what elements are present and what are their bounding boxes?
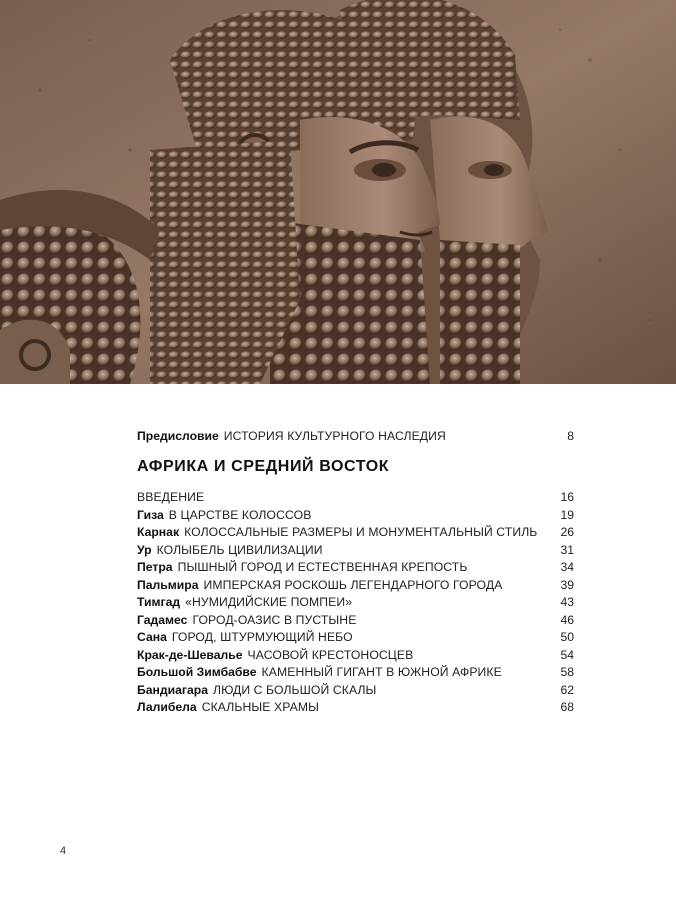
toc-entry[interactable] (137, 681, 578, 699)
entry-name: Сана (137, 630, 167, 644)
entry-name: Гадамес (137, 612, 188, 627)
entry-name: Карнак (137, 525, 180, 539)
entry-name: Ур (137, 542, 152, 557)
toc-entry[interactable] (137, 698, 578, 716)
entry-title: ГОРОД-ОАЗИС В ПУСТЫНЕ (192, 612, 357, 627)
entry-title: ИМПЕРСКАЯ РОСКОШЬ ЛЕГЕНДАРНОГО ГОРОДА (203, 577, 503, 592)
toc-entry[interactable] (137, 663, 578, 681)
toc-entry-foreword[interactable] (137, 427, 578, 445)
page-number: 4 (60, 845, 67, 857)
entry-title: КОЛОССАЛЬНЫЕ РАЗМЕРЫ И МОНУМЕНТАЛЬНЫЙ СТИЛЬ (184, 525, 538, 539)
section-heading: АФРИКА И СРЕДНИЙ ВОСТОК (137, 458, 390, 475)
entry-title: ГОРОД, ШТУРМУЮЩИЙ НЕБО (171, 630, 353, 644)
toc-entry[interactable] (137, 488, 578, 506)
entry-name: Петра (137, 560, 173, 574)
entry-name: Лалибела (137, 700, 197, 714)
toc-entry[interactable] (137, 558, 578, 576)
entry-page-number: 39 (560, 577, 574, 592)
entry-page-number: 43 (560, 595, 574, 609)
entry-name: Бандиагара (137, 682, 208, 697)
assyrian-relief-illustration (0, 0, 676, 384)
entry-title: ПЫШНЫЙ ГОРОД И ЕСТЕСТВЕННАЯ КРЕПОСТЬ (177, 560, 468, 574)
entry-title: «НУМИДИЙСКИЕ ПОМПЕИ» (185, 595, 353, 609)
entry-name: Большой Зимбабве (137, 665, 257, 679)
entry-name: Пальмира (137, 577, 199, 592)
entry-page-number: 68 (560, 700, 574, 714)
entry-page-number: 58 (560, 665, 574, 679)
toc-entry[interactable] (137, 541, 578, 559)
entry-name: Предисловие (137, 429, 219, 443)
entry-page-number: 62 (560, 682, 574, 697)
toc-entry[interactable] (137, 611, 578, 629)
entry-page-number: 46 (560, 612, 574, 627)
entry-title: В ЦАРСТВЕ КОЛОССОВ (168, 507, 312, 522)
entry-title: ЧАСОВОЙ КРЕСТОНОСЦЕВ (247, 647, 414, 662)
entry-title: ИСТОРИЯ КУЛЬТУРНОГО НАСЛЕДИЯ (223, 429, 446, 443)
entry-name: Крак-де-Шевалье (137, 647, 243, 662)
entry-title: КОЛЫБЕЛЬ ЦИВИЛИЗАЦИИ (156, 542, 323, 557)
entry-page-number: 8 (567, 429, 574, 443)
entry-name: Гиза (137, 507, 164, 522)
entry-title: ВВЕДЕНИЕ (137, 490, 205, 504)
entry-title: СКАЛЬНЫЕ ХРАМЫ (201, 700, 320, 714)
hero-relief-image (0, 0, 676, 384)
entry-page-number: 31 (560, 542, 574, 557)
toc-entry[interactable] (137, 506, 578, 524)
entry-title: КАМЕННЫЙ ГИГАНТ В ЮЖНОЙ АФРИКЕ (261, 665, 502, 679)
entry-page-number: 34 (560, 560, 574, 574)
entry-page-number: 16 (560, 490, 574, 504)
toc-entry[interactable] (137, 628, 578, 646)
entry-page-number: 54 (560, 647, 574, 662)
entry-title: ЛЮДИ С БОЛЬШОЙ СКАЛЫ (212, 682, 377, 697)
toc-entry[interactable] (137, 593, 578, 611)
entry-page-number: 19 (560, 507, 574, 522)
entry-page-number: 26 (560, 525, 574, 539)
entry-name: Тимгад (137, 595, 181, 609)
toc-entry[interactable] (137, 646, 578, 664)
toc-entry[interactable] (137, 576, 578, 594)
toc-entry[interactable] (137, 523, 578, 541)
entry-page-number: 50 (560, 630, 574, 644)
